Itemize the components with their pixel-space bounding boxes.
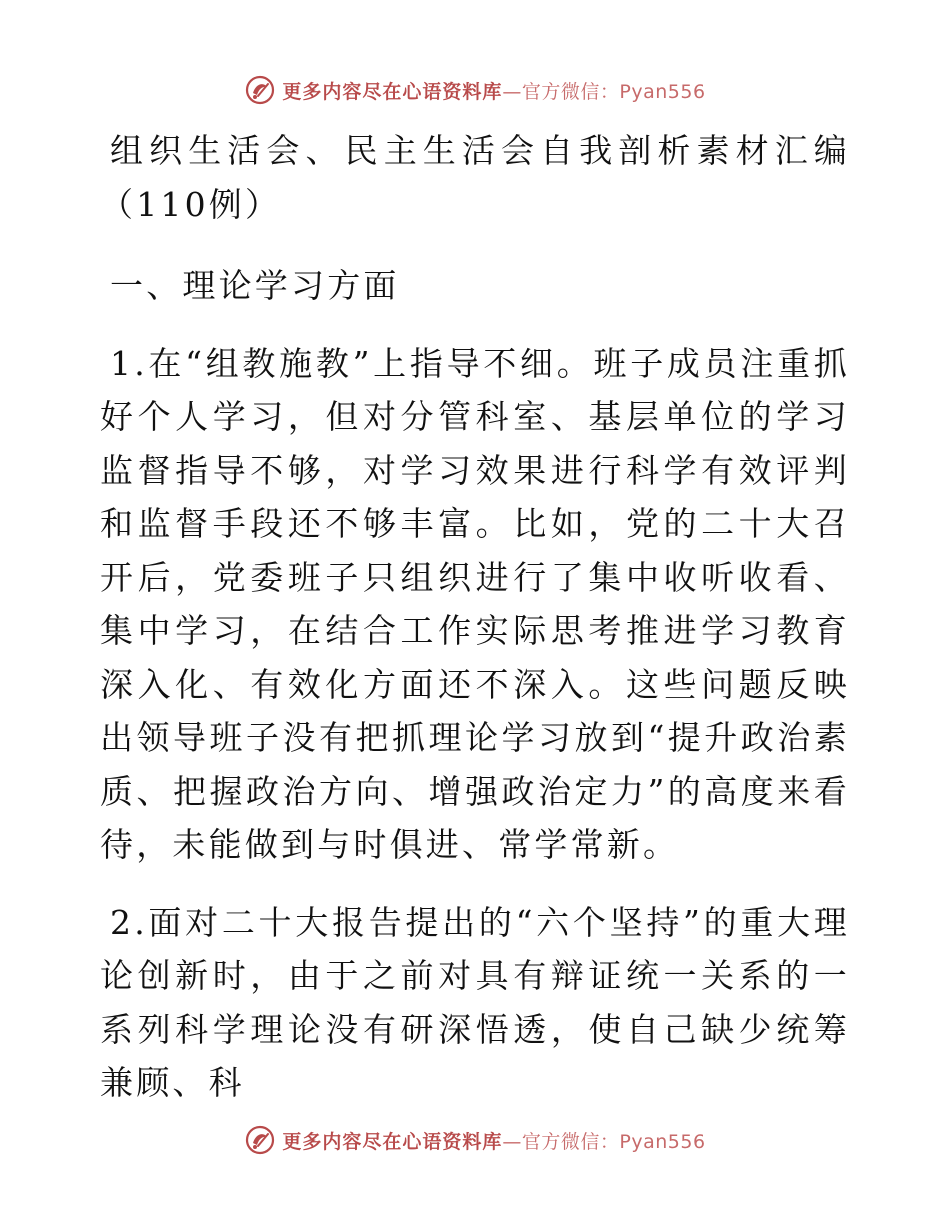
watermark-contact: —官方微信：Pyan556 — [502, 1130, 706, 1153]
brand-logo-icon — [244, 1124, 276, 1156]
document-title: 组织生活会、民主生活会自我剖析素材汇编（110例） — [100, 131, 850, 224]
watermark-contact: —官方微信：Pyan556 — [502, 80, 706, 103]
paragraph-1: 1.在“组教施教”上指导不细。班子成员注重抓好个人学习，但对分管科室、基层单位的学习监督指导不够，对学习效果进行科学有效评判和监督手段还不够丰富。比如，党的二十大召开后，党委班子只组织进行了集中收听收看、集中学习，在结合工作实际思考推进学习教育深入化、有效化方面还不深入。这些问题反映出领导班子没有把抓理论学习放到“提升政治素质、把握政治方向、增强政治定力”的高度来看待，未能做到与时俱进、常学常新。 — [100, 343, 850, 864]
document-body — [100, 124, 850, 1110]
paragraph-2: 2.面对二十大报告提出的“六个坚持”的重大理论创新时，由于之前对具有辩证统一关系的一系列科学理论没有研深悟透，使自己缺少统筹兼顾、科 — [100, 902, 850, 1102]
section-heading: 一、理论学习方面 — [110, 266, 400, 305]
brand-logo-icon — [244, 74, 276, 106]
watermark-brand: 更多内容尽在心语资料库 — [282, 80, 503, 103]
watermark-footer — [0, 1120, 950, 1160]
watermark-header — [0, 70, 950, 110]
watermark-brand: 更多内容尽在心语资料库 — [282, 1130, 503, 1153]
